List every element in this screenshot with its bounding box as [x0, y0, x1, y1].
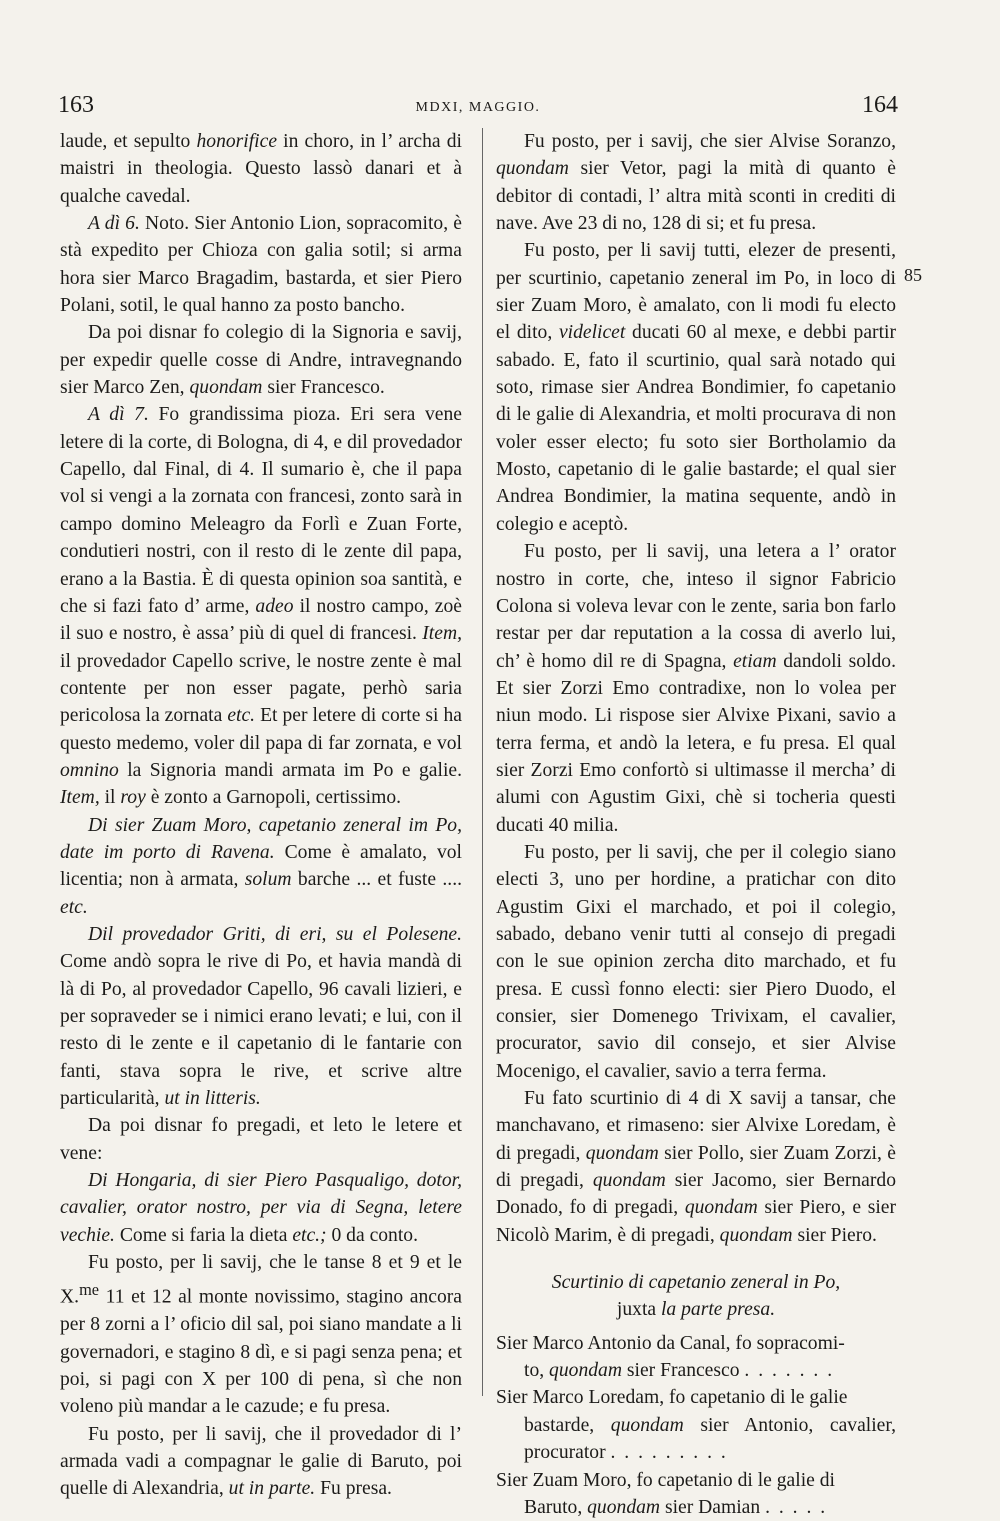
scrutiny-entry: Sier Zuam Moro, fo capetanio di le galie di Baruto, quondam sier Damian . . . . .	[496, 1467, 896, 1521]
page-number-right: 164	[862, 92, 898, 119]
page-header	[58, 92, 898, 122]
right-column	[496, 128, 896, 1521]
scrutiny-list	[496, 1330, 896, 1521]
paragraph: Da poi disnar fo pregadi, et leto le letere et vene:	[60, 1112, 462, 1167]
running-title: MDXI, MAGGIO.	[58, 100, 898, 116]
column-divider	[482, 128, 483, 1396]
paragraph: Fu posto, per li savij, una letera a l’ orator nostro in corte, che, inteso il signor Fabricio Colona si voleva levar con le zente, saria bon farlo restar per dar reputation a la cossa di averlo lui, ch’ è homo dil re di Spagna, etiam dandoli soldo. Et sier Zorzi Emo contradixe, non lo volea per niun modo. Li rispose sier Alvixe Pixani, savio a terra ferma, et andò la letera, e fu presa. El qual sier Zorzi Emo confortò si ultimasse il mercha’ di alumi con Agustim Gixi, chè si tocheria questi ducati 40 milia.	[496, 538, 896, 839]
paragraph: Fu posto, per li savij, che le tanse 8 et 9 et le X.$^{me}$ 11 et 12 al monte novissimo, stagino ancora per 8 zorni a l’ oficio dil sal, poi siano mandate a li governadori, e stagino 8 dì, e si pagi senza pena; et poi, si pagi con X per 100 di pena, sì che non voleno più mandar a le cazude; e fu presa.	[60, 1249, 462, 1421]
paragraph: Fu posto, per li savij, che il provedador di l’ armada vadi a compagnar le galie di Baruto, poi quelle di Alexandria, ut in parte. Fu presa.	[60, 1421, 462, 1503]
scrutiny-heading	[496, 1269, 896, 1296]
paragraph: Fu posto, per li savij, che per il colegio siano electi 3, uno per hordine, a pratichar con dito Agustim Gixi el marchado, et poi il colegio, sabado, debano venir tutti al consejo di pregadi con le sue opinion zercha dito marchado, et fu presa. E cussì fonno electi: sier Piero Duodo, el consier, sier Domenego Trivixam, el cavalier, procurator, savio dil consejo, et sier Alvise Mocenigo, el cavalier, savio a terra ferma.	[496, 839, 896, 1085]
scrutiny-subheading	[496, 1296, 896, 1323]
left-column	[60, 128, 462, 1503]
section-gap	[496, 1249, 896, 1269]
paragraph: Di sier Zuam Moro, capetanio zeneral im Po, date im porto di Ravena. Come è amalato, vol licentia; non à armata, solum barche ... et fuste .... etc.	[60, 812, 462, 921]
scrutiny-entry: Sier Marco Antonio da Canal, fo sopracomi- to, quondam sier Francesco . . . . . . .	[496, 1330, 896, 1385]
right-column-paragraphs	[496, 128, 896, 1249]
paragraph: Fu fato scurtinio di 4 di X savij a tansar, che manchavano, et rimaseno: sier Alvixe Loredam, è di pregadi, quondam sier Pollo, sier Zuam Zorzi, è di pregadi, quondam sier Jacomo, sier Bernardo Donado, fo di pregadi, quondam sier Piero, e sier Nicolò Marim, è di pregadi, quondam sier Piero.	[496, 1085, 896, 1249]
paragraph: Da poi disnar fo colegio di la Signoria e savij, per expedir quelle cosse di Andre, intravegnando sier Marco Zen, quondam sier Francesco.	[60, 319, 462, 401]
paragraph: A dì 6. Noto. Sier Antonio Lion, sopracomito, è stà expedito per Chioza con galia sotil; si arma hora sier Marco Bragadim, bastarda, et sier Piero Polani, sotil, le qual hanno za posto bancho.	[60, 210, 462, 319]
paragraph: Fu posto, per li savij tutti, elezer de presenti, per scurtinio, capetanio zeneral im Po, in loco di sier Zuam Moro, è amalato, con li modi fu electo el dito, videlicet ducati 60 al mexe, e debbi partir sabado. E, fato il scurtinio, qual sarà notado qui soto, rimase sier Andrea Bondimier, fo capetanio di le galie di Alexandria, et molti procurava di non voler esser electo; fu soto sier Bortholamio da Mosto, capetanio di le galie bastarde; el qual sier Andrea Bondimier, la matina sequente, andò in colegio e aceptò.	[496, 237, 896, 538]
scrutiny-entry: Sier Marco Loredam, fo capetanio di le galie bastarde, quondam sier Antonio, cavalier, procurator . . . . . . . . .	[496, 1384, 896, 1466]
scrutiny-subheading-plain: juxta	[617, 1299, 661, 1320]
margin-line-number: 85	[904, 265, 922, 286]
paragraph: Dil provedador Griti, di eri, su el Polesene. Come andò sopra le rive di Po, et havia mandà di là di Po, al provedador Capello, 96 cavali lizieri, e per sopraveder se i nimici erano levati; e lui, con il resto di le zente e il capetanio di le fantarie con fanti, stava sopra le rive, et scrive altre particularità, ut in litteris.	[60, 921, 462, 1112]
paragraph: Fu posto, per i savij, che sier Alvise Soranzo, quondam sier Vetor, pagi la mità di quanto è debitor di contadi, l’ altra mità sconti in crediti di nave. Ave 23 di no, 128 di si; et fu presa.	[496, 128, 896, 237]
paragraph: Di Hongaria, di sier Piero Pasqualigo, dotor, cavalier, orator nostro, per via di Segna, letere vechie. Come si faria la dieta etc.; 0 da conto.	[60, 1167, 462, 1249]
paragraph: A dì 7. Fo grandissima pioza. Eri sera vene letere di la corte, di Bologna, di 4, e dil provedador Capello, dal Final, di 4. Il sumario è, che il papa vol si vengi a la zornata con francesi, zonto sarà in campo domino Meleagro da Forlì e Zuan Forte, condutieri nostri, con il resto di le zente dil papa, erano a la Bastia. È di questa opinion soa santità, e che si fazi fato d’ arme, adeo il nostro campo, zoè il suo e nostro, è assa’ più di quel di francesi. Item, il provedador Capello scrive, le nostre zente è mal contente per non esser pagate, perhò saria pericolosa la zornata etc. Et per letere di corte si ha questo medemo, voler dil papa di far zornata, e vol omnino la Signoria mandi armata im Po e galie. Item, il roy è zonto a Garnopoli, certissimo.	[60, 401, 462, 811]
scrutiny-heading-line1: Scurtinio di capetanio zeneral in Po,	[552, 1272, 840, 1293]
page-number-left: 163	[58, 92, 94, 119]
paragraph: laude, et sepulto honorifice in choro, in l’ archa di maistri in theologia. Questo lassò danari et à qualche cavedal.	[60, 128, 462, 210]
scrutiny-subheading-italic: la parte presa.	[661, 1299, 775, 1320]
